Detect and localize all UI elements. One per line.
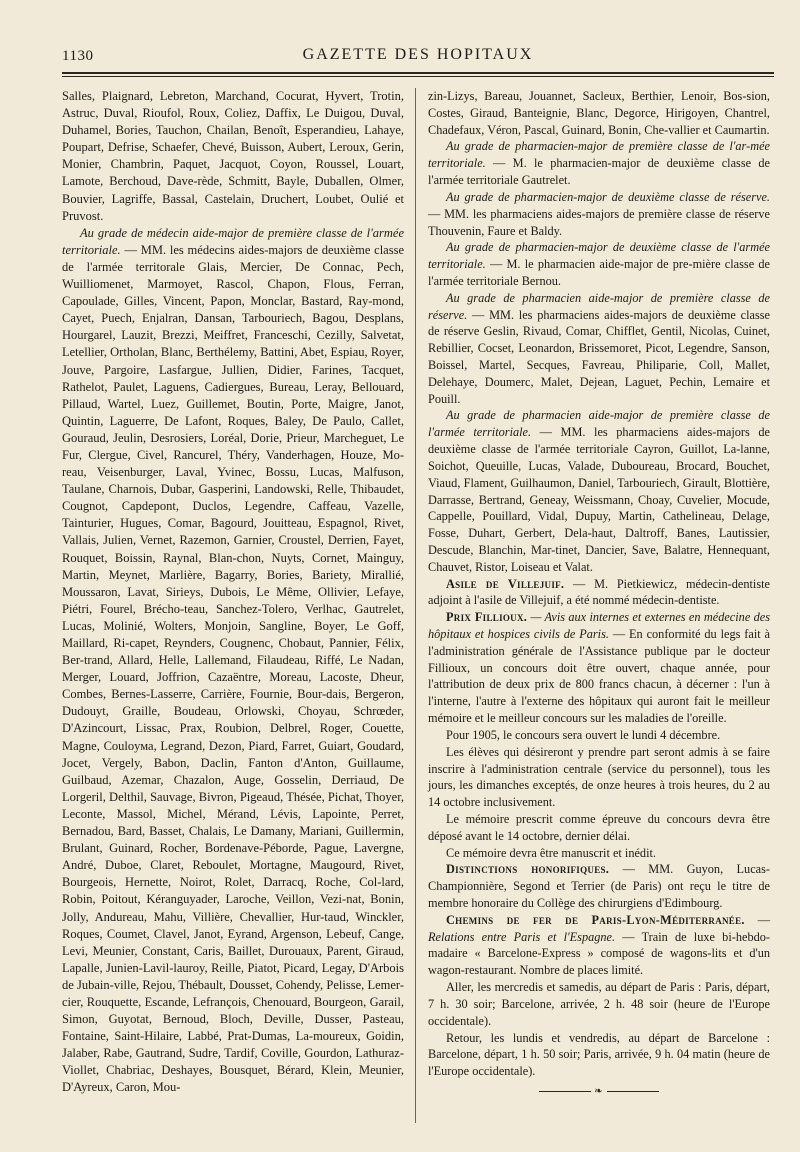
paragraph-text: — Train de luxe bi-hebdo-madaire « Barcelone-Express » composé de wagons-lits et d'un wagon-restaurant. Nombre de places limité. [428,929,770,978]
text-columns [62,88,774,1128]
paragraph: Le mémoire prescrit comme épreuve du concours devra être déposé avant le 14 octobre, dernier délai. [428,811,770,843]
left-column [62,88,404,1097]
paragraph-text: — M. le pharmacien aide-major de pre-mière classe de l'armée territoriale Bernou. [428,257,770,288]
section-subheading: — Avis aux internes et externes en médecine des hôpitaux et hospices civils de Paris. [428,610,771,641]
paragraph: zin-Lizys, Bareau, Jouannet, Sacleux, Berthier, Lenoir, Bos-sion, Costes, Giraud, Banteignie, Blanc, Degorce, Hirigoyen, Chantrel, Chadefaux, Véron, Pascal, Guinard, Bonin, Che-vallier et Caumartin. [428,89,770,137]
header-rule-thick [62,72,774,74]
paragraph-text: — M. Pietkiewicz, médecin-dentiste adjoint à l'asile de Villejuif, a été nommé médecin-dentiste. [428,576,770,608]
section-heading: Distinctions honorifiques. [446,862,610,877]
section-heading: Au grade de pharmacien-major de première classe de l'ar-mée territoriale. [428,139,770,171]
page-header [62,44,774,74]
end-ornament [428,1084,770,1101]
paragraph: Ce mémoire devra être manuscrit et inédit. [446,845,656,860]
paragraph [428,912,770,979]
ornament-line [539,1091,591,1092]
paragraph: Pour 1905, le concours sera ouvert le lundi 4 décembre. [446,727,721,742]
paragraph-text: — [744,912,770,927]
page-number: 1130 [62,48,94,64]
paragraph: Salles, Plaignard, Lebreton, Marchand, Cocurat, Hyvert, Trotin, Astruc, Duval, Rioufol, Roux, Coliez, Daffix, Le Duigou, Duval, Duhamel, Bories, Tauchon, Chailan, Benoît, Esperandieu, Lahaye, Poupart, Defrise, Schaefer, Chevé, Buisson, Aubert, Leroux, Gerin, Monier, Chambrin, Paquet, Jacquot, Coyon, Roussel, Louart, Lamote, Berchoud, Dave-rède, Schmitt, Bayle, Duballen, Olmer, Bouvier, Lagriffe, Bassal, Castelain, Druchert, Loubet, Oulié et Pruvost. [62,89,404,223]
column-divider [415,88,416,1123]
section-heading: Asile de Villejuif. [446,576,565,591]
section-heading: Au grade de pharmacien aide-major de première classe de l'armée territoriale. [428,408,770,440]
paragraph: Retour, les lundis et vendredis, au départ de Barcelone : Barcelone, départ, 1 h. 50 soir; Paris, arrivée, 9 h. 04 matin (heure de l'Europe occidentale). [428,1030,770,1079]
paragraph [428,290,770,408]
paragraph-text: — M. le pharmacien-major de deuxième classe de l'armée territoriale Gautrelet. [428,156,770,188]
paragraph: Les élèves qui désireront y prendre part seront admis à se faire inscrire à l'administration centrale (service du personnel), tous les jours, les dimanches exceptés, de onze heures à trois heures, du 2 au 14 octobre inclusivement. [428,744,770,810]
paragraph [62,225,404,1097]
paragraph [428,189,770,239]
section-heading: Prix Fillioux. [446,610,528,625]
section-heading: Au grade de pharmacien-major de deuxième classe de l'armée territoriale. [428,240,770,272]
running-title: GAZETTE DES HOPITAUX [302,46,534,63]
paragraph-text: — En conformité du legs fait à l'administration générale de l'Assistance publique par le docteur Fillioux, un concours doit être ouvert, chaque année, pour l'attribution de deux prix de 800 francs chacun, à décerner : l'un à l'interne, l'autre à l'externe des hôpitaux qui auront fait le meilleur mémoire et le meilleur concours sur les maladies de l'oreille. [428,627,771,726]
paragraph-text: — MM. les pharmaciens aides-majors de première classe de réserve Thouvenin, Faure et Baldy. [428,206,770,238]
section-heading: Chemins de fer de Paris-Lyon-Méditerranée. [446,912,745,927]
paragraph: Aller, les mercredis et samedis, au départ de Paris : Paris, départ, 7 h. 30 soir; Barcelone, arrivée, 2 h. 48 soir (heure de l'Europe occidentale). [428,980,770,1028]
paragraph [428,239,770,289]
paragraph-text: — MM. les pharmaciens aides-majors de deuxième classe de l'armée territoriale Cayron, Guillot, La-lanne, Soichot, Queuille, Lucas, Valade, Duboureau, Brocard, Bouchet, Viaud, Flament, Guilhaumon, Daniel, Tarbouriech, Girault, Blottière, Darrasse, Bertrand, Geneay, Weissmann, Choay, Cuvelier, Mocude, Cappelle, Pouillard, Vidal, Dupuy, Martin, Cathelineau, Delage, Fosse, Duhart, Gerbert, Dela-haut, Daltroff, Banes, Lautissier, Descude, Blanchin, Mar-tinet, Dancier, Save, Balatre, Hennequant, Chauvet, Ristor, Loiseau et Valat. [428,425,770,574]
paragraph-text: — MM. les médecins aides-majors de deuxième classe de l'armée territorale Glais, Mercier, De Connac, Pech, Wuilliomenet, Marmoyet, Rascol, Chapon, Flous, Ferran, Capoulade, Gilles, Vincent, Papon, Monclar, Bastard, Ray-mond, Cayet, Puech, Enjalran, Dansan, Tarbouriech, Bagou, Desplans, Hourgarel, Lauzit, Brezzi, Meiffret, Franceschi, Cezilly, Salvetat, Letellier, Ortholan, Blanc, Berthélemy, Battini, Abet, Espiau, Royer, Jouve, Pargoire, Lasfargue, Jullien, Didier, Farines, Tacquet, Rathelot, Paulet, Laguens, Cadiergues, Bureau, Leray, Bellouard, Pillaud, Wartel, Luez, Guillemet, Boutin, Porte, Maigre, Janot, Quintin, Laguerre, De Lafont, Roques, Baley, De Paulo, Callet, Gouraud, Jeulin, Desrosiers, Loréal, Dorie, Prieur, Marcheguet, Le Fur, Clergue, Civel, Rancurel, Théry, Vanderhagen, Houze, Mo-reau, Veisenburger, Laval, Yvinec, Bossu, Lucas, Malfuson, Taulane, Charnois, Dubar, Gasperini, Landowski, Relle, Thibaudet, Cougnot, Capdepont, Duclos, Legendre, Caffeau, Vazelle, Tainturier, Hugues, Comar, Bagourd, Jouitteau, Espagnol, Rivet, Vallais, Julien, Vernet, Razemon, Garnier, Croustel, Derrien, Fayet, Rouquet, Boissin, Raynal, Blan-chon, Nuyts, Cornet, Mainguy, Martin, Meynet, Marlière, Bagarry, Bories, Bariety, Mirallié, Moussaron, Lavat, Sirieys, Dubois, Le Même, Ollivier, Lefaye, Piétri, Fourel, Brécho-teau, Sanchez-Tolero, Verlhac, Gautrelet, Lucas, Molinié, Wolters, Monjoin, Sangline, Boyer, Le Goff, Maillard, Ri-capet, Reynders, Cougnenc, Chobaut, Pannier, Félix, Ber-trand, Allard, Helle, Lallemand, Filaudeau, Riffé, Le Nadan, Merger, Louard, Joffrion, Cazaëntre, Moreau, Lacoste, Dheur, Combes, Bernes-Lasserre, Carrière, Fournie, Bour-dais, Bergeron, Dudouyt, Graille, Boudeau, Orlowski, Choyau, Schrœder, D'Azincourt, Lissac, Prax, Roubion, Delbrel, Roger, Couette, Magne, Couloума, Legrand, Dezon, Piard, Farret, Guiart, Goudard, Jocet, Vergely, Babon, Daclin, Fanton d'Anton, Guillaume, Guilbaud, Azemar, Chazalon, Auge, Gosselin, Derriaud, De Lorgeril, Delthil, Sauvage, Bivron, Pigeaud, Thésée, Pichat, Thoyer, Leconte, Massol, Michel, Mérand, Lévis, Lapointe, Perret, Bernadou, Bard, Basset, Chalais, Le Damany, Mariani, Guillermin, Brulant, Guinard, Rocher, Bordenave-Péborde, Pague, Lavergne, André, Duboe, Claret, Reboulet, Mortagne, Maugourd, Rivet, Bourgeois, Hernette, Noirot, Rolet, Darracq, Roche, Col-lard, Robin, Poitout, Kéranguyader, Laroche, Veillon, Vezi-nat, Bonin, Jolly, Andureau, Mahu, Villière, Chevallier, Hur-taud, Winckler, Roques, Coumet, Clavel, Janot, Eyrand, Argenson, Lebeuf, Cange, Levi, Meunier, Constant, Caris, Baillet, Durouaux, Parent, Giraud, Lapalle, Junien-Lavil-lauroy, Reille, Piatot, Picard, Legay, D'Arbois de Jubain-ville, Rejou, Thébault, Dousset, Cohendy, Pelisse, Lemer-cier, Rouquette, Escande, Lefrançois, Chenouard, Bourgeon, Garail, Simon, Guyotat, Bernoud, Bloch, Deville, Dusser, Pasteau, Fontaine, Saint-Hilaire, Labbé, Prat-Dumas, La-moureux, Goidin, Jalaber, Rabe, Gautrand, Sudre, Tardif, Coville, Gourdon, Lathuraz-Viollet, Chabriac, Deshayes, Bousquet, Bérard, Klein, Meunier, D'Ayreux, Caron, Mou- [62,242,404,1095]
paragraph-text: — MM. les pharmaciens aides-majors de deuxième classe de réserve Geslin, Rivaud, Comar, Chifflet, Gentil, Nicolas, Cuinet, Rebillier, Cocset, Leonardon, Brissemoret, Picot, Legendre, Sanson, Boissel, Martel, Secques, Favreau, Philiparie, Coll, Mallet, Delehaye, Doumerc, Malet, Dejean, Laguet, Pechin, Lemaire et Pouill. [428,307,770,406]
right-column [428,88,770,1101]
section-subheading: Relations entre Paris et l'Espagne. [428,929,616,944]
section-heading: Au grade de pharmacien-major de deuxième classe de réserve. [446,189,770,204]
paragraph [428,609,770,727]
paragraph [428,138,770,188]
header-rule-thin [62,76,774,77]
ornament-line [607,1091,659,1092]
paragraph [428,407,770,575]
fleuron-icon: ❧ [594,1085,604,1097]
paragraph [428,861,770,911]
section-heading: Au grade de médecin aide-major de première classe de l'armée territoriale. [62,225,404,257]
paragraph-text: — MM. Guyon, Lucas-Championnière, Segond et Terrier (de Paris) ont reçu le titre de membre honoraire du Collège des chirurgiens d'Edimbourg. [428,862,770,910]
section-heading: Au grade de pharmacien aide-major de première classe de réserve. [428,290,770,322]
paragraph [428,576,770,610]
